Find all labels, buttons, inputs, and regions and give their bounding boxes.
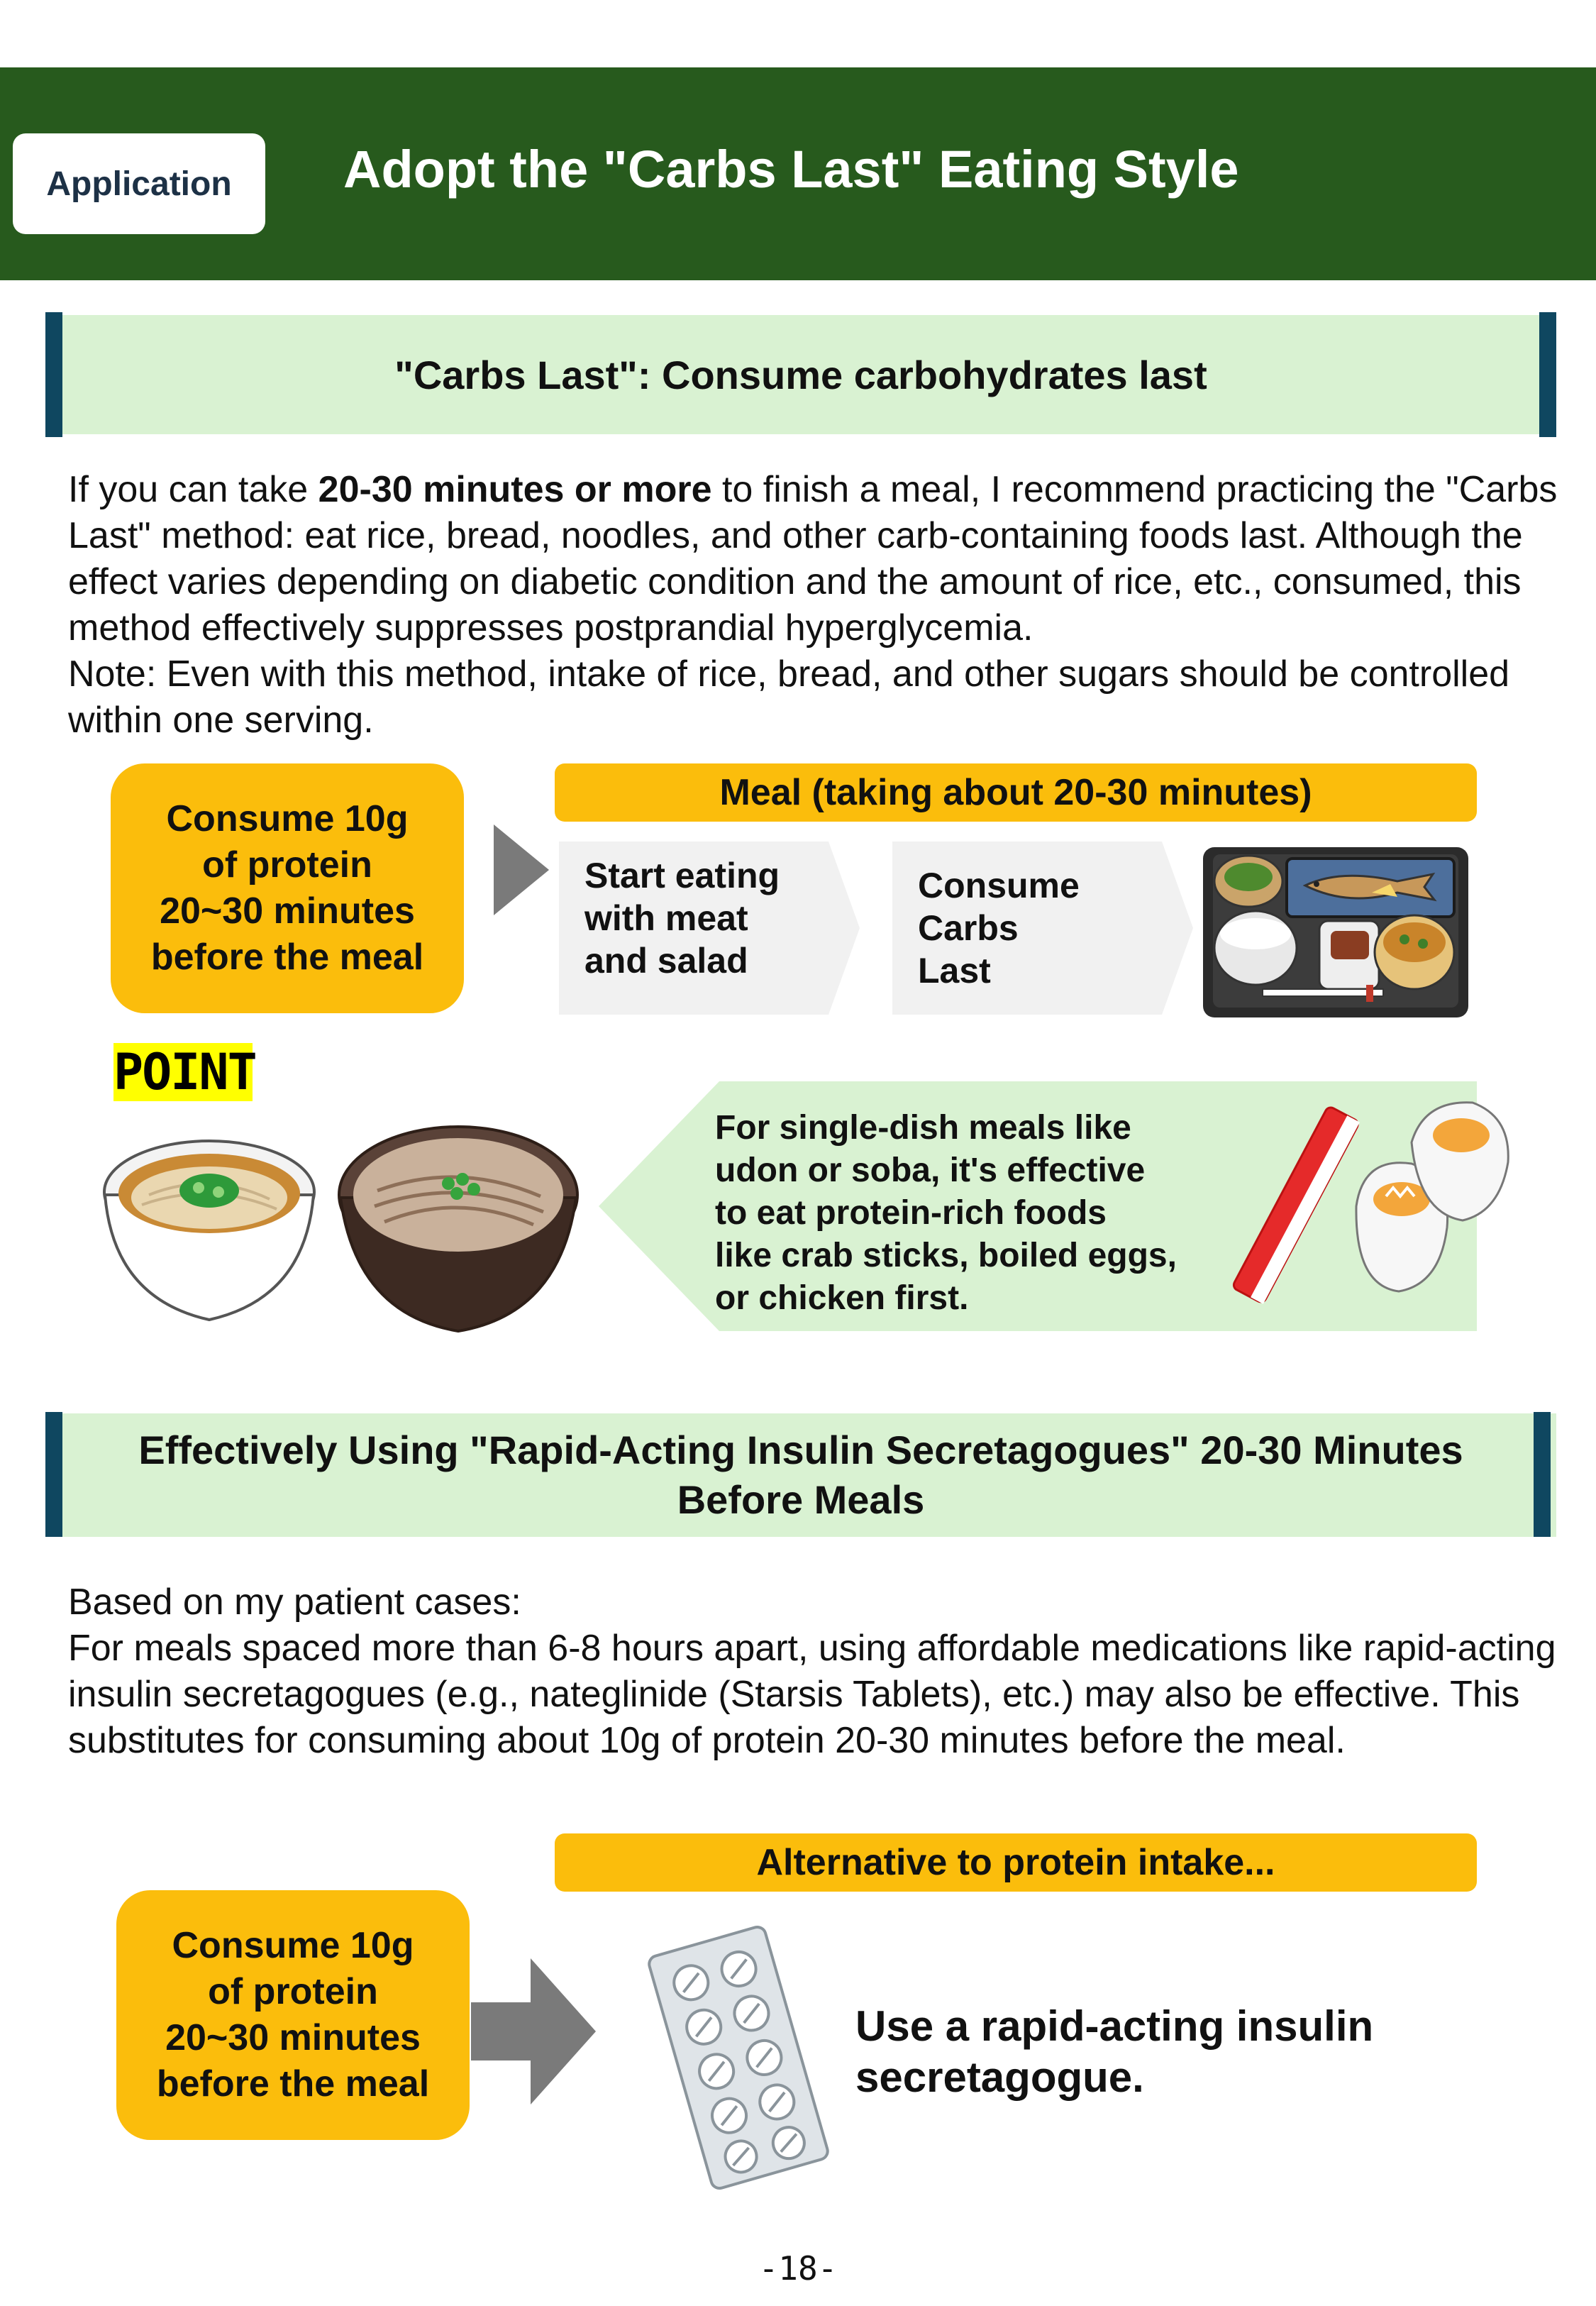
section1-left-accent (45, 312, 62, 437)
arrow-right-icon (471, 1958, 597, 2104)
page-title: Adopt the "Carbs Last" Eating Style (343, 140, 1239, 199)
protein-box-line: of protein (202, 844, 372, 886)
step-start-meat-salad: Start eating with meat and salad (584, 856, 780, 981)
meal-duration-bar: Meal (taking about 20-30 minutes) (555, 763, 1477, 822)
section1-heading: "Carbs Last": Consume carbohydrates last (45, 315, 1556, 434)
step-carbs-last: Consume Carbs Last (918, 866, 1080, 991)
section2-paragraph: Based on my patient cases: For meals spaced more than 6-8 hours apart, using affordable medications like rapid-acting insulin secretagogues (e.g., nateglinide (Starsis Tablets), etc.) may also be effective. This substitutes for consuming about 10g of protein 20-30 minutes before the meal. (68, 1582, 1556, 1761)
badge-label: Application (46, 165, 232, 203)
meal-tray-illustration (1199, 843, 1473, 1022)
section2-heading: Effectively Using "Rapid-Acting Insulin Secretagogues" 20-30 Minutes Before Meals (45, 1413, 1556, 1537)
protein-box: Consume 10g of protein 20~30 minutes before the meal (116, 1890, 470, 2140)
protein-box-line: 20~30 minutes (160, 890, 415, 932)
crab-stick-eggs-illustration (1199, 1086, 1518, 1320)
section2-left-accent (45, 1412, 62, 1537)
arrow-right-icon (489, 822, 553, 918)
pill-blister-pack-icon (643, 1923, 834, 2192)
protein-box-line: before the meal (150, 937, 424, 978)
application-badge (13, 133, 265, 234)
protein-box (111, 763, 464, 1013)
page-number: -18- (758, 2249, 838, 2288)
udon-bowl-illustration (99, 1121, 319, 1334)
point-callout-text: For single-dish meals like udon or soba, it's effective to eat protein-rich foods like crab sticks, boiled eggs, or chicken first. (715, 1109, 1177, 1317)
para-bold-text: 20-30 minutes or more (318, 469, 712, 510)
protein-box-line: Consume 10g (166, 798, 409, 839)
section1-right-accent (1539, 312, 1556, 437)
insulin-secretagogue-text: Use a rapid-acting insulin secretagogue. (855, 2002, 1374, 2101)
note-text: Note: Even with this method, intake of rice, bread, and other sugars should be controlled within one serving. (68, 653, 1510, 741)
point-label: POINT (113, 1043, 256, 1101)
para-text: to finish a meal, I recommend practicing the "Carbs Last" method: eat rice, bread, noodles, and other carb-containing foods last. Although the effect varies depending on diabetic condition and the amount of rice, etc., consumed, this method effectively suppresses postprandial hyperglycemia. (68, 469, 1558, 649)
section1-paragraph (68, 467, 1565, 744)
soba-bowl-illustration (335, 1118, 582, 1335)
section2-right-accent (1534, 1412, 1551, 1537)
para-text: If you can take (68, 469, 318, 510)
alternative-bar: Alternative to protein intake... (555, 1833, 1477, 1892)
